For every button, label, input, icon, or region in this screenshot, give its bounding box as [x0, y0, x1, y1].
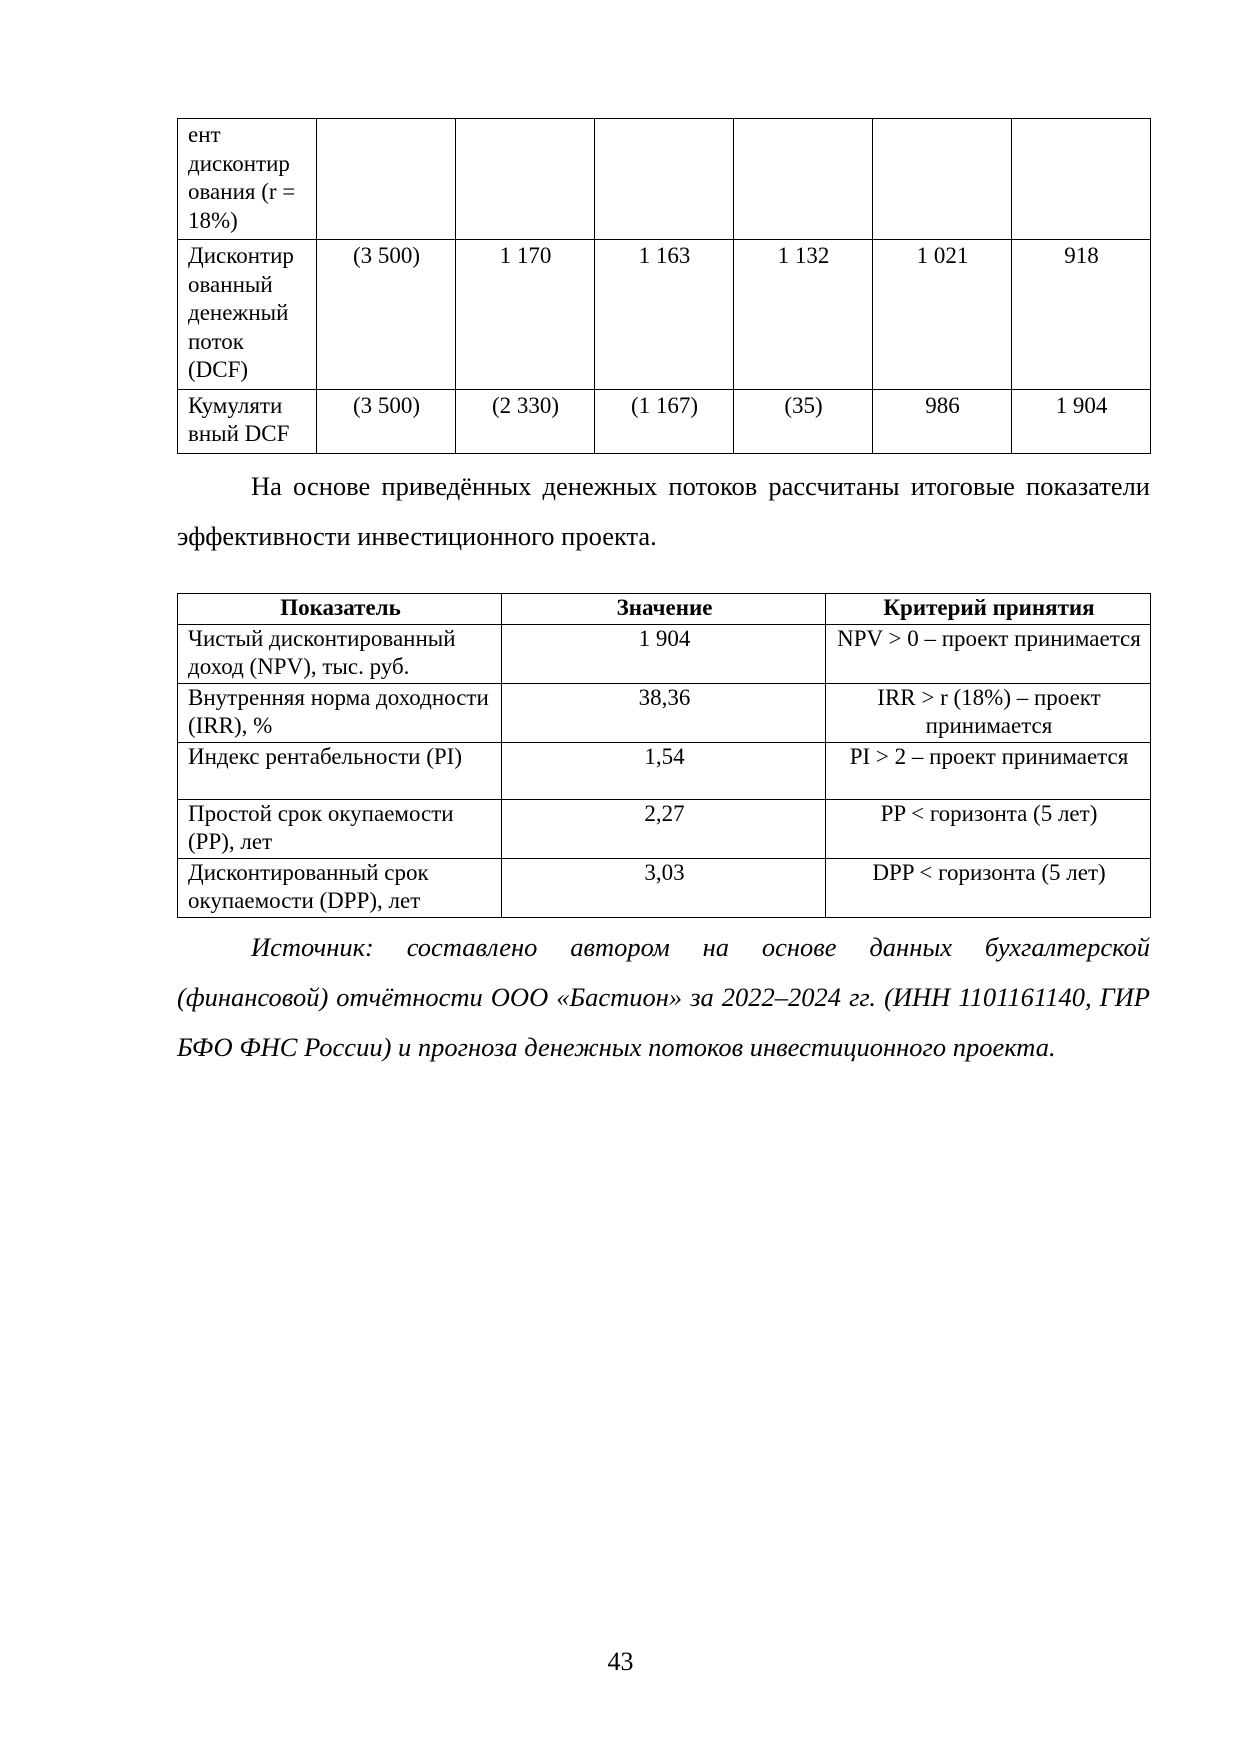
- cashflow-table: [177, 118, 1151, 454]
- table-cell: (1 167): [595, 389, 734, 453]
- indicator-name: Внутренняя норма доходности (IRR), %: [178, 683, 502, 742]
- table-cell: 1 132: [734, 240, 873, 390]
- table-cell: (3 500): [317, 240, 456, 390]
- table-cell: (3 500): [317, 389, 456, 453]
- table-row: [178, 389, 1151, 453]
- column-header: Критерий принятия: [826, 594, 1151, 625]
- indicator-value: 1,54: [502, 742, 826, 799]
- table-row: [178, 624, 1151, 683]
- table-cell: [595, 119, 734, 240]
- table-cell: [734, 119, 873, 240]
- indicator-criterion: NPV > 0 – проект принимается: [826, 624, 1151, 683]
- row-label: Кумуляти вный DCF: [178, 389, 317, 453]
- table-header-row: [178, 594, 1151, 625]
- table-row: [178, 742, 1151, 799]
- paragraph-text: На основе приведённых денежных потоков рассчитаны итоговые показатели эффективности инвестиционного проекта.: [177, 471, 1150, 551]
- indicator-criterion: IRR > r (18%) – проект принимается: [826, 683, 1151, 742]
- indicator-value: 2,27: [502, 799, 826, 858]
- indicator-value: 38,36: [502, 683, 826, 742]
- row-label: ент дисконтир ования (r = 18%): [178, 119, 317, 240]
- indicator-value: 1 904: [502, 624, 826, 683]
- indicators-table: [177, 593, 1151, 918]
- indicator-name: Простой срок окупаемости (PP), лет: [178, 799, 502, 858]
- indicator-criterion: PP < горизонта (5 лет): [826, 799, 1151, 858]
- row-label: Дисконтир ованный денежный поток (DCF): [178, 240, 317, 390]
- table-cell: 986: [873, 389, 1012, 453]
- table-cell: [317, 119, 456, 240]
- column-header: Значение: [502, 594, 826, 625]
- table-cell: [873, 119, 1012, 240]
- column-header: Показатель: [178, 594, 502, 625]
- table-cell: [456, 119, 595, 240]
- table-row: [178, 119, 1151, 240]
- indicator-name: Чистый дисконтированный доход (NPV), тыс. руб.: [178, 624, 502, 683]
- indicator-name: Дисконтированный срок окупаемости (DPP), лет: [178, 858, 502, 917]
- table-cell: 918: [1012, 240, 1151, 390]
- indicator-criterion: PI > 2 – проект принимается: [826, 742, 1151, 799]
- indicator-value: 3,03: [502, 858, 826, 917]
- table-row: [178, 799, 1151, 858]
- table-cell: 1 021: [873, 240, 1012, 390]
- body-paragraph: [177, 461, 1150, 561]
- table-cell: (2 330): [456, 389, 595, 453]
- page-number: 43: [607, 1647, 634, 1676]
- table-cell: 1 904: [1012, 389, 1151, 453]
- source-note: [177, 922, 1150, 1072]
- table-row: [178, 683, 1151, 742]
- indicator-name: Индекс рентабельности (PI): [178, 742, 502, 799]
- table-row: [178, 240, 1151, 390]
- table-cell: [1012, 119, 1151, 240]
- indicator-criterion: DPP < горизонта (5 лет): [826, 858, 1151, 917]
- source-note-text: Источник: составлено автором на основе данных бухгалтерской (финансовой) отчётности ООО «Бастион» за 2022–2024 гг. (ИНН 1101161140, ГИР БФО ФНС России) и прогноза денежных потоков инвестиционного проекта.: [177, 932, 1150, 1062]
- table-cell: (35): [734, 389, 873, 453]
- table-row: [178, 858, 1151, 917]
- table-cell: 1 170: [456, 240, 595, 390]
- table-cell: 1 163: [595, 240, 734, 390]
